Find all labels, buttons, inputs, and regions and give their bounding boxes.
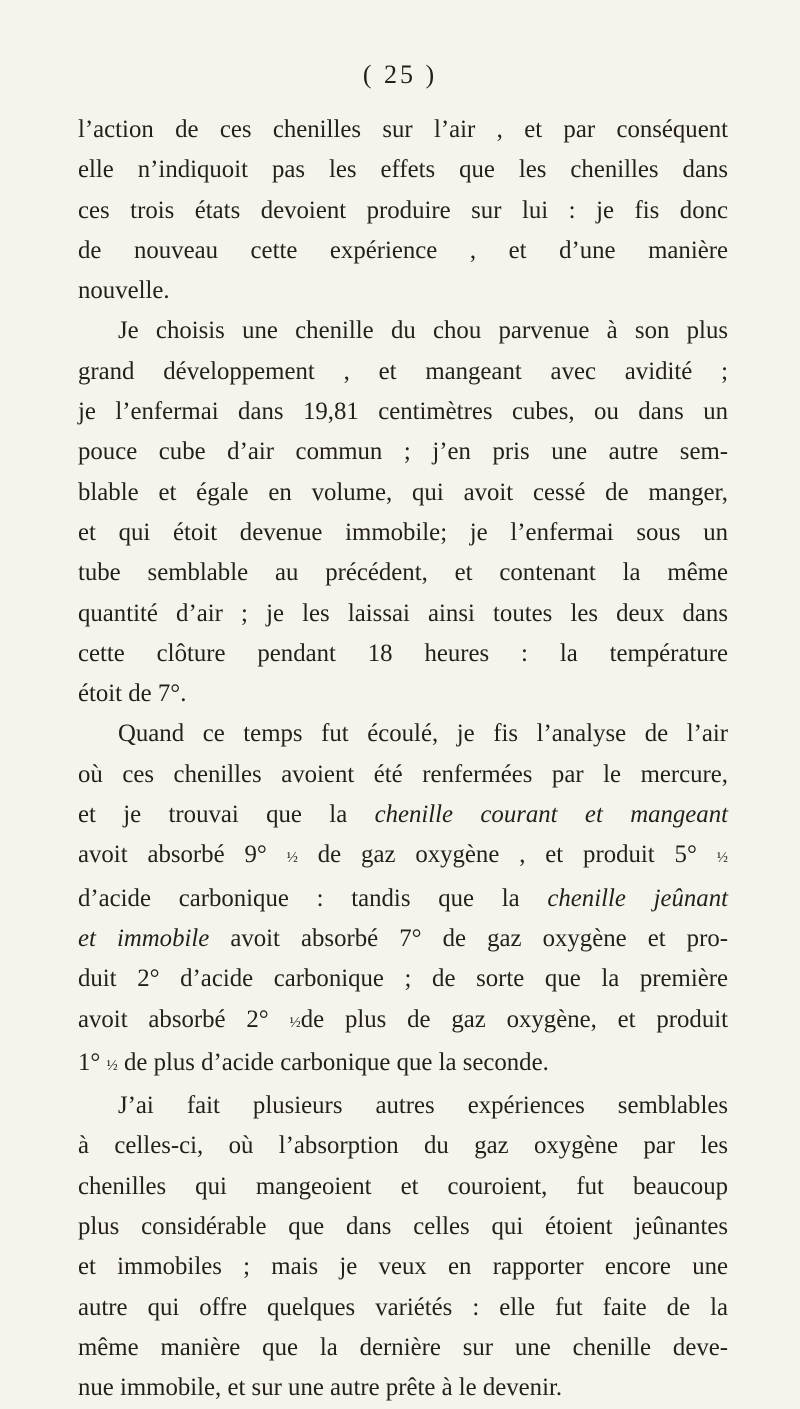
text-segment: à celles-ci, où l’absorption du gaz oxygène par les <box>78 1132 728 1160</box>
text-segment: et je trouvai que la <box>78 801 375 829</box>
text-segment: quantité d’air ; je les laissai ainsi toutes les deux dans <box>78 599 728 627</box>
text-segment: de nouveau cette expérience , et d’une manière <box>78 236 728 264</box>
text-line <box>78 959 728 999</box>
text-line <box>78 1043 728 1086</box>
text-line <box>78 1368 728 1408</box>
text-line <box>78 755 728 795</box>
text-segment: avoit absorbé 9° <box>78 841 287 869</box>
text-segment: cette clôture pendant 18 heures : la température <box>78 639 728 667</box>
text-segment: avoit absorbé 2° <box>78 1005 290 1033</box>
text-line <box>78 1167 728 1207</box>
italic-phrase: chenille courant et mangeant <box>374 801 728 829</box>
text-segment: d’acide carbonique : tandis que la <box>78 884 548 912</box>
text-line <box>78 1288 728 1328</box>
text-segment: et qui étoit devenue immobile; je l’enfermai sous un <box>78 518 728 546</box>
text-line <box>78 553 728 593</box>
text-line <box>78 714 728 754</box>
paragraph <box>78 311 728 714</box>
text-line <box>78 1207 728 1247</box>
text-line <box>78 594 728 634</box>
text-line <box>78 674 728 714</box>
text-line <box>78 432 728 472</box>
text-line <box>78 473 728 513</box>
paragraph <box>78 110 728 311</box>
text-segment: autre qui offre quelques variétés : elle fut faite de la <box>78 1293 728 1321</box>
text-line <box>78 1000 728 1043</box>
text-segment: où ces chenilles avoient été renfermées par le mercure, <box>78 760 728 788</box>
text-segment: pouce cube d’air commun ; j’en pris une autre sem- <box>78 438 728 466</box>
text-segment: grand développement , et mangeant avec avidité ; <box>78 357 728 385</box>
text-line <box>78 879 728 919</box>
paragraph <box>78 714 728 1086</box>
fraction: ½ <box>289 1014 301 1031</box>
text-line <box>78 1086 728 1126</box>
text-segment: Quand ce temps fut écoulé, je fis l’analyse de l’air <box>118 720 728 748</box>
fraction: ½ <box>716 850 729 867</box>
text-segment: nouvelle. <box>78 277 170 305</box>
fraction: ½ <box>106 1057 118 1074</box>
text-line <box>78 352 728 392</box>
text-segment: l’action de ces chenilles sur l’air , et par conséquent <box>78 116 728 143</box>
text-line <box>78 392 728 432</box>
text-line <box>78 1126 728 1166</box>
italic-phrase: chenille jeûnant <box>547 884 728 912</box>
text-line <box>78 634 728 674</box>
text-line <box>78 1328 728 1368</box>
text-line <box>78 110 728 150</box>
text-segment: J’ai fait plusieurs autres expériences semblables <box>118 1092 728 1120</box>
text-segment: de gaz oxygène , et produit 5° <box>297 841 717 869</box>
italic-phrase: et immobile <box>78 924 210 952</box>
text-segment: chenilles qui mangeoient et couroient, fut beaucoup <box>78 1172 728 1200</box>
text-segment: je l’enfermai dans 19,81 centimètres cubes, ou dans un <box>78 398 728 426</box>
text-segment: étoit de 7°. <box>78 680 187 708</box>
text-segment: Je choisis une chenille du chou parvenue à son plus <box>118 317 728 345</box>
text-segment: ces trois états devoient produire sur lui : je fis donc <box>78 196 728 224</box>
fraction: ½ <box>286 850 298 867</box>
text-segment: et immobiles ; mais je veux en rapporter encore une <box>78 1253 728 1281</box>
text-line <box>78 513 728 553</box>
text-segment: tube semblable au précédent, et contenant la même <box>78 559 728 587</box>
text-line <box>78 191 728 231</box>
page-number: ( 25 ) <box>362 60 438 89</box>
text-segment: duit 2° d’acide carbonique ; de sorte que la première <box>78 965 728 993</box>
text-segment: plus considérable que dans celles qui étoient jeûnantes <box>78 1213 728 1241</box>
text-line <box>78 271 728 311</box>
body-text <box>78 110 728 1409</box>
text-segment: de plus d’acide carbonique que la seconde. <box>117 1048 549 1076</box>
text-segment: de plus de gaz oxygène, et produit <box>300 1005 729 1033</box>
text-line <box>78 835 728 878</box>
text-line <box>78 1247 728 1287</box>
text-line <box>78 795 728 835</box>
text-segment: 1° <box>78 1048 107 1076</box>
text-line <box>78 311 728 351</box>
text-line <box>78 231 728 271</box>
text-line <box>78 919 728 959</box>
text-segment: avoit absorbé 7° de gaz oxygène et pro- <box>209 924 728 952</box>
text-segment: nue immobile, et sur une autre prête à le devenir. <box>78 1374 563 1402</box>
text-line <box>78 150 728 190</box>
text-segment: même manière que la dernière sur une chenille deve- <box>78 1333 728 1361</box>
text-segment: blable et égale en volume, qui avoit cessé de manger, <box>78 478 728 506</box>
paragraph <box>78 1086 728 1408</box>
text-segment: elle n’indiquoit pas les effets que les chenilles dans <box>78 156 728 184</box>
